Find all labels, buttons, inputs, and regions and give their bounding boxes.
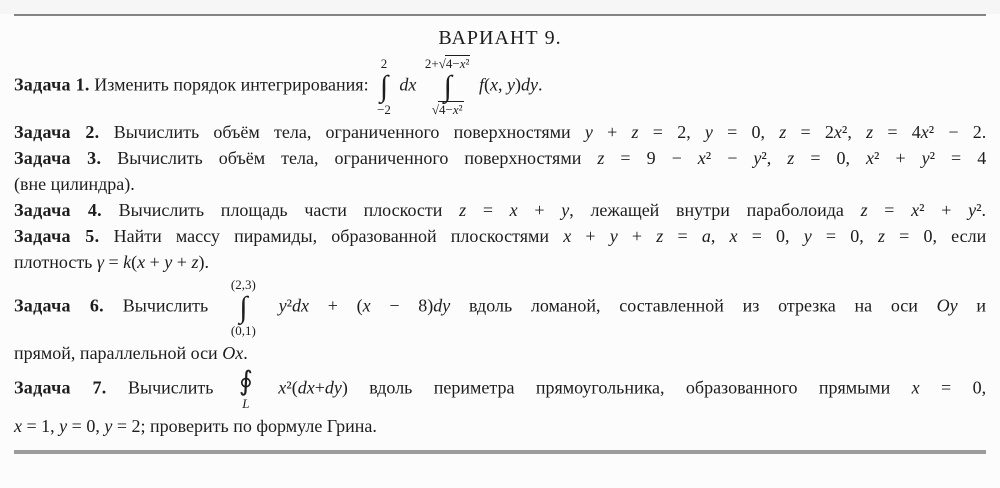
task-3-line-2 xyxy=(14,171,986,197)
integral-lower-limit: L xyxy=(242,395,250,411)
task-6-text-4: прямой, параллельной оси xyxy=(14,343,218,364)
document-page xyxy=(0,14,1000,454)
task-1 xyxy=(14,54,986,119)
math-run: z = x² + y². xyxy=(860,200,987,221)
task-2-text: Вычислить объём тела, ограниченного поверхностями xyxy=(113,122,571,143)
task-6-label: Задача 6. xyxy=(14,295,104,316)
math-run: x = 1, y = 0, y = 2; xyxy=(14,416,146,437)
task-7-text-3: проверить по формуле Грина. xyxy=(149,416,377,437)
integral-stack-1 xyxy=(377,54,391,119)
task-4-text-1: Вычислить площадь части плоскости xyxy=(118,200,443,221)
task-7-line-1 xyxy=(14,366,986,413)
task-4 xyxy=(14,197,986,223)
page-title: ВАРИАНТ 9. xyxy=(438,27,562,49)
task-4-text-2: лежащей внутри параболоида xyxy=(590,200,844,221)
sqrt-symbol: √ xyxy=(438,56,446,71)
integral-stack xyxy=(231,275,256,340)
task-6-line-2 xyxy=(14,340,986,366)
math-run: Oy xyxy=(936,295,958,316)
task-1-label: Задача 1. xyxy=(14,74,90,95)
task-7-text-1: Вычислить xyxy=(127,377,214,398)
math-run: z = 9 − x² − y², z = 0, x² + y² = 4 xyxy=(597,148,987,169)
radicand: 4−x² xyxy=(438,101,463,117)
math-run: x = 0, xyxy=(911,377,987,398)
integral-lower-limit: (0,1) xyxy=(230,322,256,338)
sqrt-prefix: 2+ xyxy=(424,56,439,71)
task-7-line-2 xyxy=(14,413,986,439)
math-run: y + z = 2, y = 0, z = 2x², z = 4x² − 2. xyxy=(584,122,987,143)
task-5-line-2 xyxy=(14,249,986,275)
sqrt-expression xyxy=(439,56,471,71)
math-run-dx: dx xyxy=(399,74,417,95)
task-5-text-2: если xyxy=(951,226,987,247)
radicand: 4−x² xyxy=(445,56,470,71)
task-5 xyxy=(14,223,986,275)
task-6 xyxy=(14,275,986,366)
math-run: Ox. xyxy=(222,343,248,364)
math-run: x + y + z = a, x = 0, y = 0, z = 0, xyxy=(563,226,937,247)
task-3-text: Вычислить объём тела, ограниченного поверхностями xyxy=(117,148,582,169)
task-5-label: Задача 5. xyxy=(14,226,100,247)
task-1-text: Изменить порядок интегрирования: xyxy=(94,74,369,95)
integral-symbol: ∫ xyxy=(443,69,452,103)
contour-integral-stack xyxy=(239,366,253,413)
task-4-line-1 xyxy=(14,197,986,223)
math-run: γ = k(x + y + z). xyxy=(96,252,209,273)
task-6-text-1: Вычислить xyxy=(122,295,209,316)
task-3-label: Задача 3. xyxy=(14,148,102,169)
task-5-text-1: Найти массу пирамиды, образованной плоскостями xyxy=(113,226,550,247)
task-3 xyxy=(14,145,986,197)
task-6-text-2: вдоль ломаной, составленной из отрезка на оси xyxy=(468,295,918,316)
task-7 xyxy=(14,366,986,439)
task-6-line-1 xyxy=(14,275,986,340)
task-1-line-1 xyxy=(14,54,986,119)
sqrt-symbol: √ xyxy=(431,101,439,117)
math-run-integrand: f(x, y)dy. xyxy=(478,74,543,95)
task-7-label: Задача 7. xyxy=(14,377,107,398)
bottom-rule xyxy=(14,450,986,454)
task-5-text-3: плотность xyxy=(14,252,93,273)
task-7-text-2: вдоль периметра прямоугольника, образованного прямыми xyxy=(369,377,891,398)
math-run-integrand: y²dx + (x − 8)dy xyxy=(278,295,451,316)
integral-lower-limit: −2 xyxy=(377,101,391,117)
task-6-text-3: и xyxy=(976,295,987,316)
task-2 xyxy=(14,119,986,145)
integral-upper-limit: (2,3) xyxy=(230,277,256,293)
task-2-line-1 xyxy=(14,119,986,145)
task-3-line-1 xyxy=(14,145,986,171)
math-run: z = x + y, xyxy=(459,200,574,221)
integral-symbol: ∫ xyxy=(239,290,248,324)
integral-symbol: ∫ xyxy=(379,69,389,103)
task-3-text-2: (вне цилиндра). xyxy=(14,174,135,195)
integral-upper-limit: 2 xyxy=(380,56,388,71)
task-2-label: Задача 2. xyxy=(14,122,100,143)
math-run-integrand: x²(dx+dy) xyxy=(278,377,348,398)
integral-lower-limit xyxy=(432,102,464,118)
contour-integral-symbol: ∮ xyxy=(238,366,253,397)
task-4-label: Задача 4. xyxy=(14,200,102,221)
integral-stack-2 xyxy=(425,54,471,119)
task-5-line-1 xyxy=(14,223,986,249)
sqrt-expression xyxy=(432,102,464,117)
